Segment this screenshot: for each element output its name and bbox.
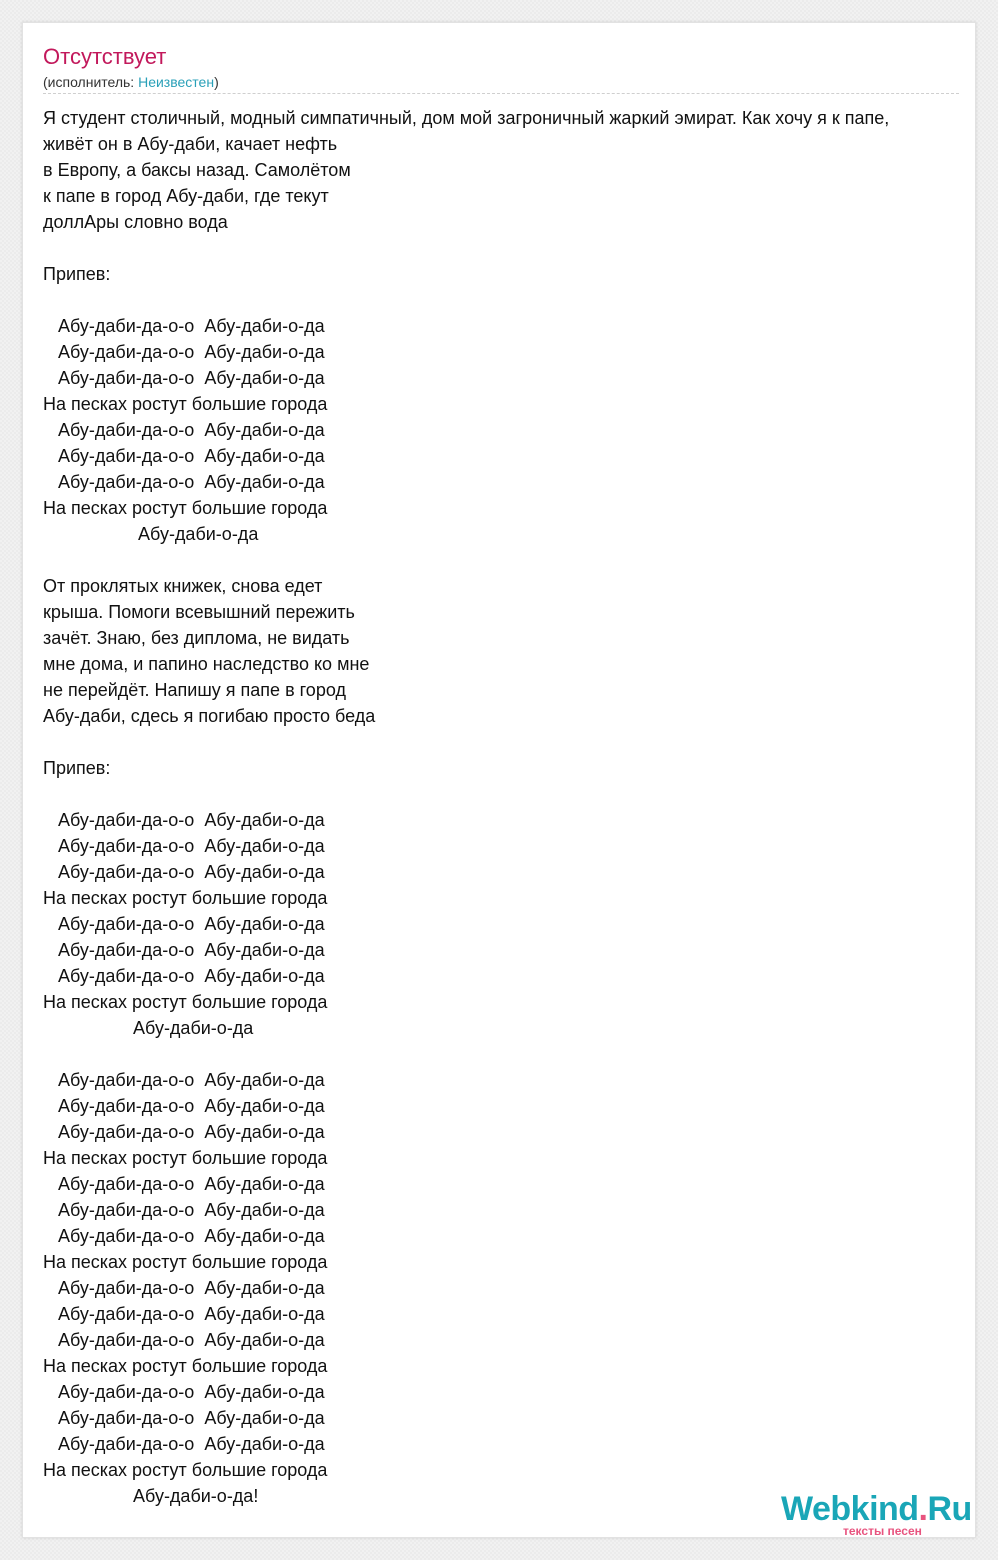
lyric-line: Абу-даби-да-о-о Абу-даби-о-да [43,940,325,960]
lyric-line: не перейдёт. Напишу я папе в город [43,680,346,700]
webkind-logo[interactable] [781,1489,976,1538]
lyric-line: Абу-даби-да-о-о Абу-даби-о-да [43,1330,325,1350]
lyric-line: От проклятых книжек, снова едет [43,576,323,596]
lyric-blank-line [43,547,889,573]
lyric-line: Абу-даби, сдесь я погибаю просто беда [43,706,376,726]
lyric-line: доллАры словно вода [43,212,228,232]
artist-link[interactable]: Неизвестен [138,74,215,90]
lyric-line: зачёт. Знаю, без диплома, не видать [43,628,350,648]
lyric-line: Абу-даби-да-о-о Абу-даби-о-да [43,966,325,986]
lyric-line: Абу-даби-да-о-о Абу-даби-о-да [43,368,325,388]
artist-line [43,73,219,91]
logo-name: Webkind [781,1490,919,1528]
lyric-line: Абу-даби-да-о-о Абу-даби-о-да [43,1200,325,1220]
logo-dot: . [918,1490,928,1528]
lyric-blank-line [43,1041,889,1067]
lyric-line: Абу-даби-да-о-о Абу-даби-о-да [43,1174,325,1194]
lyric-line: На песках ростут большие города [43,1148,328,1168]
lyric-blank-line [43,287,889,313]
lyric-line: Абу-даби-да-о-о Абу-даби-о-да [43,316,325,336]
lyric-line: Абу-даби-да-о-о Абу-даби-о-да [43,1434,325,1454]
lyric-line: Абу-даби-да-о-о Абу-даби-о-да [43,1096,325,1116]
lyric-line: Припев: [43,264,111,284]
lyric-line: На песках ростут большие города [43,394,328,414]
lyric-line: На песках ростут большие города [43,1460,328,1480]
lyric-line: крыша. Помоги всевышний пережить [43,602,355,622]
logo-wordmark [781,1489,972,1529]
header-divider [43,93,959,94]
lyric-line: На песках ростут большие города [43,1356,328,1376]
artist-prefix: (исполнитель: [43,74,139,90]
lyric-line: Абу-даби-да-о-о Абу-даби-о-да [43,1226,325,1246]
lyric-line: Абу-даби-о-да! [43,1486,259,1506]
lyric-line: мне дома, и папино наследство ко мне [43,654,370,674]
lyric-line: в Европу, а баксы назад. Самолётом [43,160,351,180]
logo-tagline: тексты песен [843,1524,922,1538]
song-title: Отсутствует [43,44,167,69]
lyric-blank-line [43,729,889,755]
lyric-line: Абу-даби-да-о-о Абу-даби-о-да [43,1070,325,1090]
lyric-line: Абу-даби-да-о-о Абу-даби-о-да [43,810,325,830]
lyric-line: Абу-даби-да-о-о Абу-даби-о-да [43,1304,325,1324]
lyric-line: Абу-даби-да-о-о Абу-даби-о-да [43,446,325,466]
lyric-line: Абу-даби-о-да [43,524,259,544]
lyric-line: На песках ростут большие города [43,498,328,518]
lyric-line: На песках ростут большие города [43,888,328,908]
lyrics-text [43,105,889,1509]
lyric-line: Абу-даби-да-о-о Абу-даби-о-да [43,472,325,492]
artist-suffix: ) [214,74,219,90]
lyric-line: к папе в город Абу-даби, где текут [43,186,329,206]
lyrics-card [22,22,976,1538]
lyric-blank-line [43,235,889,261]
lyric-line: Абу-даби-да-о-о Абу-даби-о-да [43,836,325,856]
lyric-line: На песках ростут большие города [43,1252,328,1272]
lyric-line: Абу-даби-да-о-о Абу-даби-о-да [43,342,325,362]
logo-tld: Ru [927,1490,972,1528]
lyric-line: Абу-даби-да-о-о Абу-даби-о-да [43,1278,325,1298]
lyric-line: Абу-даби-да-о-о Абу-даби-о-да [43,1408,325,1428]
lyric-line: Абу-даби-да-о-о Абу-даби-о-да [43,420,325,440]
lyric-line: живёт он в Абу-даби, качает нефть [43,134,338,154]
lyric-line: На песках ростут большие города [43,992,328,1012]
lyric-line: Абу-даби-да-о-о Абу-даби-о-да [43,1382,325,1402]
lyric-line: Абу-даби-да-о-о Абу-даби-о-да [43,914,325,934]
lyric-line: Абу-даби-да-о-о Абу-даби-о-да [43,1122,325,1142]
lyric-line: Я студент столичный, модный симпатичный, дом мой загроничный жаркий эмират. Как хочу я к папе, [43,108,890,128]
lyric-line: Абу-даби-да-о-о Абу-даби-о-да [43,862,325,882]
lyric-blank-line [43,781,889,807]
lyric-line: Абу-даби-о-да [43,1018,254,1038]
lyric-line: Припев: [43,758,111,778]
